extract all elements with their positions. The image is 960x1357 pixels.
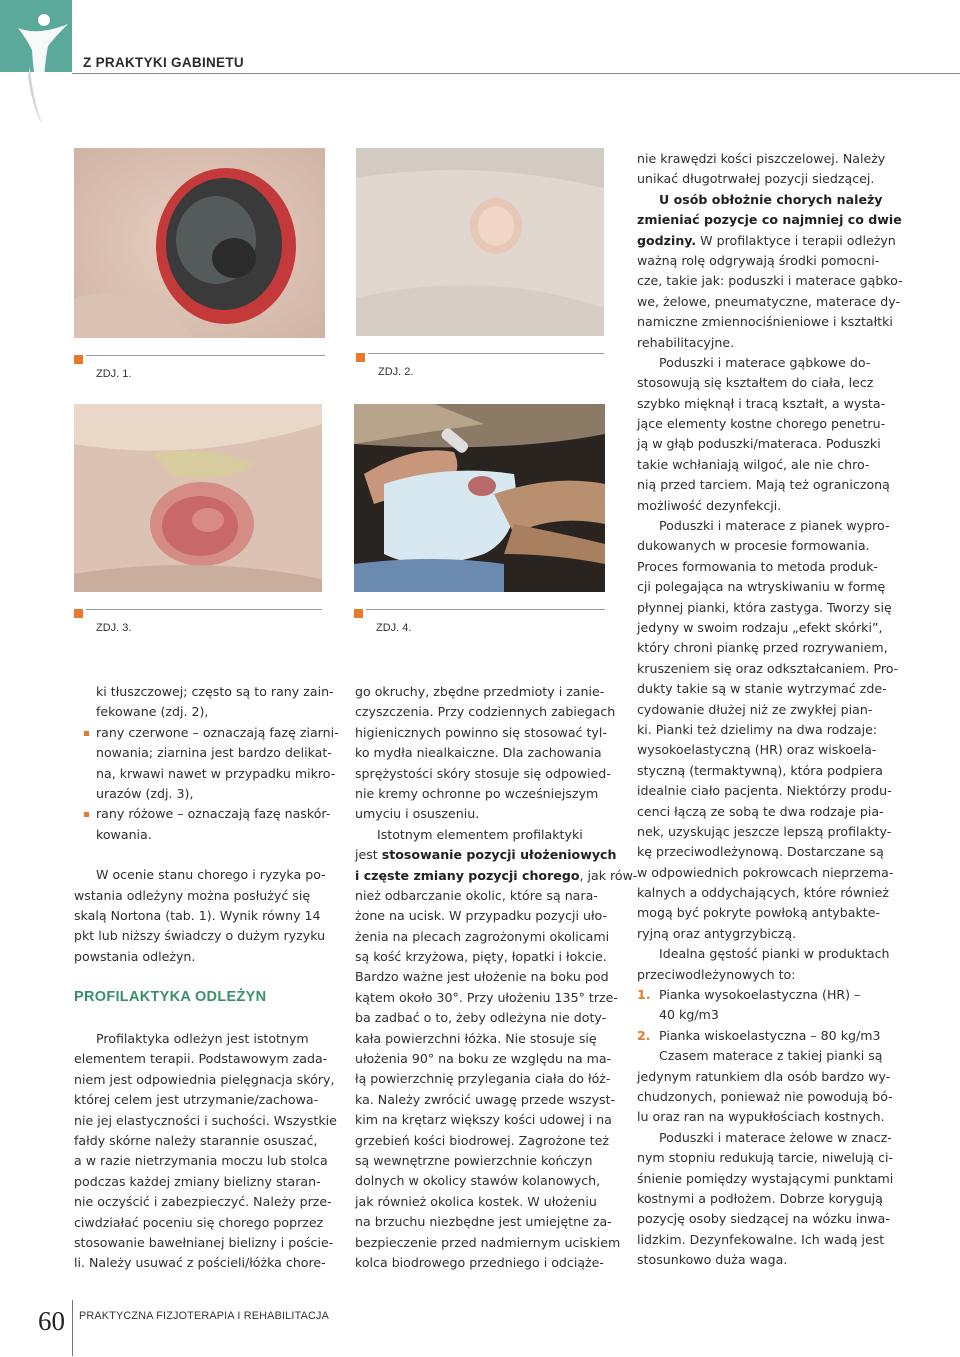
text-line: idealnie ciało pacjenta. Niektórzy produ-	[637, 783, 892, 799]
text-line: Poduszki i materace z pianek wypro-	[659, 518, 890, 534]
text-line: W ocenie stanu chorego i ryzyka po-	[96, 867, 326, 883]
caption-rule	[86, 355, 325, 356]
text-line: jedyny w swoim rodzaju „efekt skórki”,	[637, 619, 883, 635]
text-line: jak również okolica kostek. W ułożeniu	[355, 1193, 597, 1209]
text-line: nek, uzyskując jeszcze lepszą profilakty-	[637, 823, 892, 839]
text-line: Idealna gęstość pianki w produktach	[659, 946, 890, 962]
text-line: nią przed tarciem. Mają też ograniczoną	[637, 477, 890, 493]
text-line: na brzuchu niezbędne jest umiejętne za-	[355, 1214, 612, 1230]
text-line: w odpowiednich pokrowcach nieprzema-	[637, 864, 894, 880]
text-line: ryjną oraz antygrzybiczą.	[637, 925, 797, 941]
text-line: Czasem materace z takiej pianki są	[659, 1048, 883, 1064]
text-line: który chroni piankę przed rozrywaniem,	[637, 640, 888, 656]
photo-1-pressure-ulcer-necrotic	[74, 148, 325, 338]
text-line: nie oczyścić i zabezpieczyć. Należy prze-	[74, 1194, 332, 1210]
text-line: sprężystości skóry stosuje się odpowied-	[355, 765, 611, 781]
text-line: kruszeniem się oraz odkształcaniem. Pro-	[637, 660, 899, 676]
text-line: kę przeciwodleżynową. Dostarczane są	[637, 844, 884, 860]
header-rule	[72, 73, 960, 74]
text-line: są wewnętrzne powierzchnie kończyn	[355, 1152, 593, 1168]
text-line: mogą być pokryte powłoką antybakte-	[637, 905, 880, 921]
text-line: Istotnym elementem profilaktyki	[377, 826, 583, 842]
footer-rule	[72, 1300, 73, 1356]
text-line: stosowują się kształtem do ciała, lecz	[637, 375, 874, 391]
bullet-item	[74, 723, 339, 805]
text-line: żone na ucisk. W przypadku pozycji uło-	[355, 908, 608, 924]
text-line: pozycję osoby siedzącej na wózku inwa-	[637, 1211, 890, 1227]
bold-text: godziny.	[637, 232, 697, 248]
text-line: higienicznych powinno się stosować tyl-	[355, 724, 607, 740]
caption-marker	[354, 609, 363, 618]
list-text: Pianka wysokoelastyczna (HR) –	[659, 987, 861, 1003]
caption-text: ZDJ. 1.	[96, 368, 132, 380]
numbered-item	[637, 985, 889, 1005]
text-line: fekowane (zdj. 2),	[96, 704, 209, 720]
text-line: we, żelowe, pneumatyczne, materace dy-	[637, 293, 901, 309]
list-number: 2.	[637, 1027, 651, 1043]
list-text: Pianka wiskoelastyczna – 80 kg/m3	[659, 1027, 881, 1043]
column-2	[355, 682, 638, 1273]
text-line: śnienie pomiędzy wystającymi punktami	[637, 1170, 894, 1186]
logo-figure-icon	[8, 6, 78, 126]
text-line: ka. Należy zwrócić uwagę przede wszyst-	[355, 1091, 616, 1107]
caption-marker	[74, 355, 83, 364]
bold-text: i częste zmiany pozycji chorego	[355, 867, 580, 883]
caption-rule	[86, 609, 322, 610]
text-line: ko mydła niealkaiczne. Dla zachowania	[355, 745, 602, 761]
text-line: jedynym ratunkiem dla osób bardzo wy-	[637, 1068, 891, 1084]
photo-4-patient-side-position	[354, 404, 605, 592]
text-line: grzebień kości biodrowej. Zagrożone też	[355, 1132, 609, 1148]
section-heading: PROFILAKTYKA ODLEŻYN	[74, 989, 267, 1006]
text-line: umyciu i osuszeniu.	[355, 806, 480, 822]
text-line: lu oraz ran na wypukłościach kostnych.	[637, 1109, 885, 1125]
text-line: czyszczenia. Przy codziennych zabiegach	[355, 704, 616, 720]
text-line	[355, 845, 617, 865]
text-line: rehabilitacyjne.	[637, 334, 735, 350]
text-line: kalnych a oddychających, które również	[637, 885, 889, 901]
caption-2	[356, 353, 604, 383]
numbered-item-cont: 40 kg/m3	[659, 1007, 719, 1023]
text-line: Bardzo ważne jest ułożenie na boku pod	[355, 969, 609, 985]
photo-2-pressure-ulcer-yellow	[356, 148, 604, 336]
text-line: a w razie nietrzymania moczu lub stolca	[74, 1153, 328, 1169]
text-line: urazów (zdj. 3),	[96, 785, 194, 801]
caption-text: ZDJ. 4.	[376, 622, 412, 634]
text-line: styczną (termaktywną), która podpiera	[637, 762, 883, 778]
text-fragment: , jak rów-	[579, 867, 638, 883]
caption-rule	[366, 609, 605, 610]
caption-marker	[356, 353, 365, 362]
numbered-item	[637, 1026, 889, 1046]
text-line: fałdy skórne należy starannie osuszać,	[74, 1133, 318, 1149]
text-line: wysokoelastyczną (HR) oraz wiskoela-	[637, 742, 877, 758]
caption-marker	[74, 609, 83, 618]
text-line: nie kremy ochronne po wcześniejszym	[355, 785, 599, 801]
text-line: Poduszki i materace gąbkowe do-	[659, 354, 871, 370]
text-line: szybko mięknął i tracą kształt, a wysta-	[637, 395, 886, 411]
caption-rule	[368, 353, 604, 354]
text-line: niem jest odpowiednia pielęgnacja skóry,	[74, 1071, 335, 1087]
text-line: bezpieczenie przed nadmiernym uciskiem	[355, 1234, 621, 1250]
text-line	[637, 190, 889, 210]
text-line: go okruchy, zbędne przedmioty i zanie-	[355, 684, 605, 699]
text-line: unikać długotrwałej pozycji siedzącej.	[637, 171, 875, 187]
text-line: elementem terapii. Podstawowym zada-	[74, 1051, 328, 1067]
column-1	[74, 682, 339, 1274]
text-line: łą powierzchnię przylegania ciała do łóż-	[355, 1071, 611, 1087]
text-line	[637, 210, 902, 230]
bullet-item	[74, 804, 331, 845]
text-line	[637, 231, 896, 251]
text-line: stosunkowo duża waga.	[637, 1252, 788, 1268]
text-line: dukty takie są w stanie wytrzymać zde-	[637, 681, 887, 697]
text-line: wstania odleżyny można posłużyć się	[74, 887, 311, 903]
text-line: takie wchłaniają wilgoć, ale nie chro-	[637, 456, 870, 472]
bullet-icon	[84, 812, 89, 817]
text-line: są kość krzyżowa, pięty, łopatki i łokcie.	[355, 949, 607, 965]
text-line: Poduszki i materace żelowe w znacz-	[659, 1129, 892, 1145]
text-line: kowania.	[96, 826, 152, 842]
text-line: Proces formowania to metoda produk-	[637, 558, 878, 574]
bullet-icon	[84, 731, 89, 736]
text-line: chudzonych, ponieważ nie powodują bó-	[637, 1088, 893, 1104]
text-fragment: jest	[355, 847, 382, 863]
list-number: 1.	[637, 987, 651, 1003]
text-line: dolnych w okolicy stawów kolanowych,	[355, 1173, 601, 1189]
text-line: cydowanie dłużej niż ze zwykłej pian-	[637, 701, 873, 717]
text-line: rany różowe – oznaczają fazę naskór-	[96, 806, 331, 822]
column-3	[637, 149, 903, 1270]
text-line: nie jej elastyczności i suchości. Wszystkie	[74, 1112, 337, 1128]
text-line: dukowanych w procesie formowania.	[637, 538, 870, 554]
text-line: kostnymi a podłożem. Dobrze korygują	[637, 1190, 883, 1206]
text-line: jące elementy kostne chorego penetru-	[637, 416, 886, 432]
bold-text: stosowanie pozycji ułożeniowych	[381, 847, 617, 863]
text-line: nowania; ziarnina jest bardzo delikat-	[96, 745, 332, 761]
text-line: żenia na plecach zagrożonymi okolicami	[355, 928, 610, 944]
text-line: ki. Pianki też dzielimy na dwa rodzaje:	[637, 721, 878, 737]
text-line	[355, 866, 638, 886]
text-line: ważną rolę odgrywają środki pomocni-	[637, 252, 880, 268]
text-line: cenci łączą ze sobą te dwa rodzaje pia-	[637, 803, 884, 819]
photo-3-pressure-ulcer-red	[74, 404, 322, 592]
text-line: podczas każdej zmiany bielizny staran-	[74, 1173, 321, 1189]
caption-text: ZDJ. 2.	[378, 366, 414, 378]
text-line: rany czerwone – oznaczają fazę ziarni-	[96, 724, 339, 740]
caption-4	[354, 609, 605, 639]
text-line: nież odbarczanie okolic, które są nara-	[355, 887, 598, 903]
text-line: lidzkim. Dezynfekowalne. Ich wadą jest	[637, 1231, 885, 1247]
bold-text: zmieniać pozycje co najmniej co dwie	[637, 212, 902, 228]
text-line: na, krwawi nawet w przypadku mikro-	[96, 765, 336, 781]
journal-name: PRAKTYCZNA FIZJOTERAPIA I REHABILITACJA	[79, 1310, 329, 1322]
text-line: Profilaktyka odleżyn jest istotnym	[96, 1031, 309, 1047]
page-number: 60	[38, 1306, 65, 1336]
bold-text: U osób obłożnie chorych należy	[659, 191, 883, 207]
text-line: pkt lub niższy świadczy o dużym ryzyku	[74, 928, 326, 944]
text-line: płynnej pianki, która zastyga. Tworzy się	[637, 599, 892, 615]
text-line: namiczne zmiennociśnieniowe i kształtki	[637, 314, 893, 330]
text-line: kątem około 30°. Przy ułożeniu 135° trze-	[355, 989, 618, 1005]
text-line: nie krawędzi kości piszczelowej. Należy	[637, 151, 886, 166]
text-line: cji polegająca na wtryskiwaniu w formę	[637, 579, 886, 595]
text-line: skalą Nortona (tab. 1). Wynik równy 14	[74, 907, 321, 923]
text-line: li. Należy usuwać z pościeli/łóżka chore-	[74, 1255, 326, 1271]
text-line: ba zadbać o to, żeby odleżyna nie doty-	[355, 1010, 607, 1026]
text-line: kolca biodrowego przedniego i odciąże-	[355, 1254, 604, 1270]
text-line: ki tłuszczowej; często są to rany zain-	[96, 684, 334, 699]
caption-3	[74, 609, 322, 639]
text-line: powstania odleżyn.	[74, 948, 196, 964]
text-line: ułożenia 90° na boku ze względu na ma-	[355, 1051, 612, 1067]
text-line: kała powierzchni łóżka. Nie stosuje się	[355, 1030, 597, 1046]
text-line: ją w głąb poduszki/materaca. Poduszki	[637, 436, 881, 452]
text-line: przeciwodleżynowych to:	[637, 966, 796, 982]
text-line: ciwdziałać poceniu się chorego poprzez	[74, 1214, 324, 1230]
text-line: możliwość dezynfekcji.	[637, 497, 782, 513]
caption-1	[74, 355, 325, 385]
text-line: cze, takie jak: poduszki i materace gąbko-	[637, 273, 903, 289]
text-line: kim na krętarz większy kości udowej i na	[355, 1112, 612, 1128]
caption-text: ZDJ. 3.	[96, 622, 132, 634]
text-line: stosowanie bawełnianej bielizny i poście-	[74, 1234, 334, 1250]
section-title: Z PRAKTYKI GABINETU	[83, 55, 244, 70]
text-fragment: W profilaktyce i terapii odleżyn	[696, 232, 896, 248]
text-line: której celem jest utrzymanie/zachowa-	[74, 1092, 319, 1108]
text-line: nym stopniu redukują tarcie, niwelują ci-	[637, 1150, 894, 1166]
